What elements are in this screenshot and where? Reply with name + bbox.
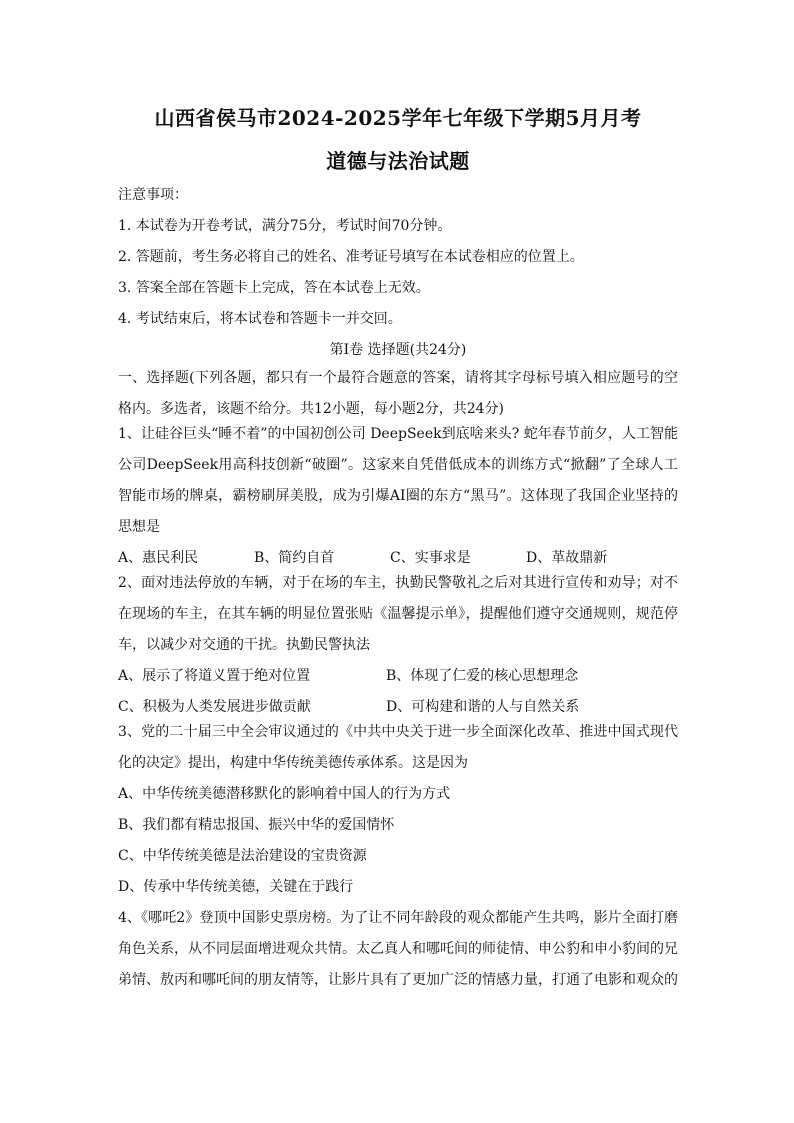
question-stem: 1、让硅谷巨头“睡不着”的中国初创公司 DeepSeek到底啥来头? 蛇年春节前夕，人工智能公司DeepSeek用高科技创新“破圈”。这家来自凭借低成本的训练方式“掀翻”了全球人工智能市场的牌桌，霸榜刷屏美股，成为引爆AI圈的东方“黑马”。这体现了我国企业坚持的思想是 bbox=[118, 426, 678, 535]
exam-title: 山西省侯马市2024-2025学年七年级下学期5月月考 bbox=[154, 106, 642, 130]
options-row bbox=[118, 661, 678, 692]
notice-item: 1. 本试卷为开卷考试，满分75分，考试时间70分钟。 bbox=[118, 218, 452, 234]
option-a: A、惠民利民 bbox=[118, 550, 199, 566]
notice-block bbox=[118, 185, 678, 329]
option-c: C、中华传统美德是法治建设的宝贵资源 bbox=[118, 848, 367, 864]
option-a: A、展示了将道义置于绝对位置 bbox=[118, 668, 311, 684]
option-a: A、中华传统美德潜移默化的影响着中国人的行为方式 bbox=[118, 786, 451, 802]
option-d: D、传承中华传统美德，关键在于践行 bbox=[118, 879, 354, 895]
option-b: B、我们都有精忠报国、振兴中华的爱国情怀 bbox=[118, 817, 395, 833]
section-instructions: 一、选择题(下列各题，都只有一个最符合题意的答案，请将其字母标号填入相应题号的空格内。多选者，该题不给分。共12小题，每小题2分，共24分) bbox=[118, 370, 678, 417]
option-b: B、体现了仁爱的核心思想理念 bbox=[386, 668, 579, 684]
question-4 bbox=[118, 903, 678, 996]
section-title: 第Ⅰ卷 选择题(共24分) bbox=[329, 342, 467, 358]
question-2 bbox=[118, 568, 678, 723]
notice-item: 2. 答题前，考生务必将自己的姓名、准考证号填写在本试卷相应的位置上。 bbox=[118, 249, 584, 265]
exam-subtitle: 道德与法治试题 bbox=[326, 149, 470, 173]
option-d: D、可构建和谐的人与自然关系 bbox=[386, 699, 580, 715]
option-c: C、积极为人类发展进步做贡献 bbox=[118, 699, 311, 715]
question-3 bbox=[118, 717, 678, 903]
question-stem: 3、党的二十届三中全会审议通过的《中共中央关于进一步全面深化改革、推进中国式现代化的决定》提出，构建中华传统美德传承体系。这是因为 bbox=[118, 724, 678, 771]
notice-heading: 注意事项： bbox=[118, 187, 188, 203]
notice-item: 3. 答案全部在答题卡上完成，答在本试卷上无效。 bbox=[118, 280, 430, 296]
notice-item: 4. 考试结束后，将本试卷和答题卡一并交回。 bbox=[118, 311, 402, 327]
option-c: C、实事求是 bbox=[390, 550, 471, 566]
exam-page bbox=[118, 96, 678, 996]
option-d: D、革故鼎新 bbox=[526, 550, 608, 566]
question-stem: 2、面对违法停放的车辆，对于在场的车主，执勤民警敬礼之后对其进行宣传和劝导；对不在现场的车主，在其车辆的明显位置张贴《温馨提示单》，提醒他们遵守交通规则，规范停车，以减少对交通的干扰。执勤民警执法 bbox=[118, 575, 678, 653]
question-1 bbox=[118, 419, 678, 574]
option-b: B、简约自首 bbox=[254, 550, 335, 566]
question-stem: 4、《哪吒2》登顶中国影史票房榜。为了让不同年龄段的观众都能产生共鸣，影片全面打磨角色关系，从不同层面增进观众共情。太乙真人和哪吒间的师徒情、申公豹和申小豹间的兄弟情、敖丙和哪吒间的朋友情等，让影片具有了更加广泛的情感力量，打通了电影和观众的 bbox=[118, 910, 678, 988]
